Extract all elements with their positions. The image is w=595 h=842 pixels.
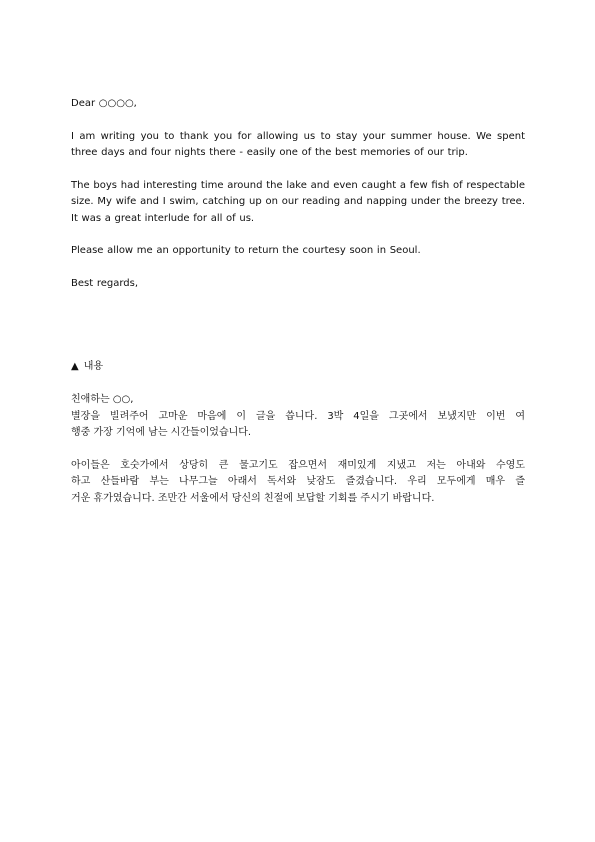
- letter-paragraph-1: I am writing you to thank you for allowing us to stay your summer house. We spent three days and four nights there - easily one of the best memories of our trip.: [71, 130, 525, 158]
- triangle-marker-icon: ▲: [71, 361, 79, 372]
- letter-closing: Best regards,: [71, 277, 139, 289]
- korean-paragraph-2: [71, 458, 525, 508]
- korean-paragraph-2-line: 거운 휴가였습니다. 조만간 서울에서 당신의 친절에 보답할 기회를 주시기 바랍니다.: [71, 492, 435, 504]
- korean-paragraph-1: [71, 409, 525, 442]
- korean-paragraph-2-line: 아이들은 호숫가에서 상당히 큰 물고기도 잡으면서 재미있게 지냈고 저는 아내와 수영도: [71, 459, 525, 471]
- korean-paragraph-1-line: 행중 가장 기억에 남는 시간들이었습니다.: [71, 427, 252, 438]
- section-title: 내용: [83, 361, 104, 372]
- letter-paragraph-3: Please allow me an opportunity to return the courtesy soon in Seoul.: [71, 245, 421, 256]
- english-letter: [71, 96, 525, 292]
- letter-greeting: Dear ○○○○,: [71, 98, 137, 109]
- section-heading: [71, 359, 103, 376]
- korean-translation: [71, 392, 525, 507]
- korean-paragraph-2-line: 하고 산들바람 부는 나무그늘 아래서 독서와 낮잠도 즐겼습니다. 우리 모두에게 매우 즐: [71, 476, 525, 487]
- letter-paragraph-2: The boys had interesting time around the lake and even caught a few fish of respectable size. My wife and I swim, catching up on our reading and napping under the breezy tree. It was a great interlude for all of us.: [71, 179, 525, 224]
- korean-greeting: 친애하는 ○○,: [71, 394, 134, 405]
- korean-paragraph-1-line: 별장을 빌려주어 고마운 마음에 이 글을 씁니다. 3박 4일을 그곳에서 보냈지만 이번 여: [71, 410, 525, 422]
